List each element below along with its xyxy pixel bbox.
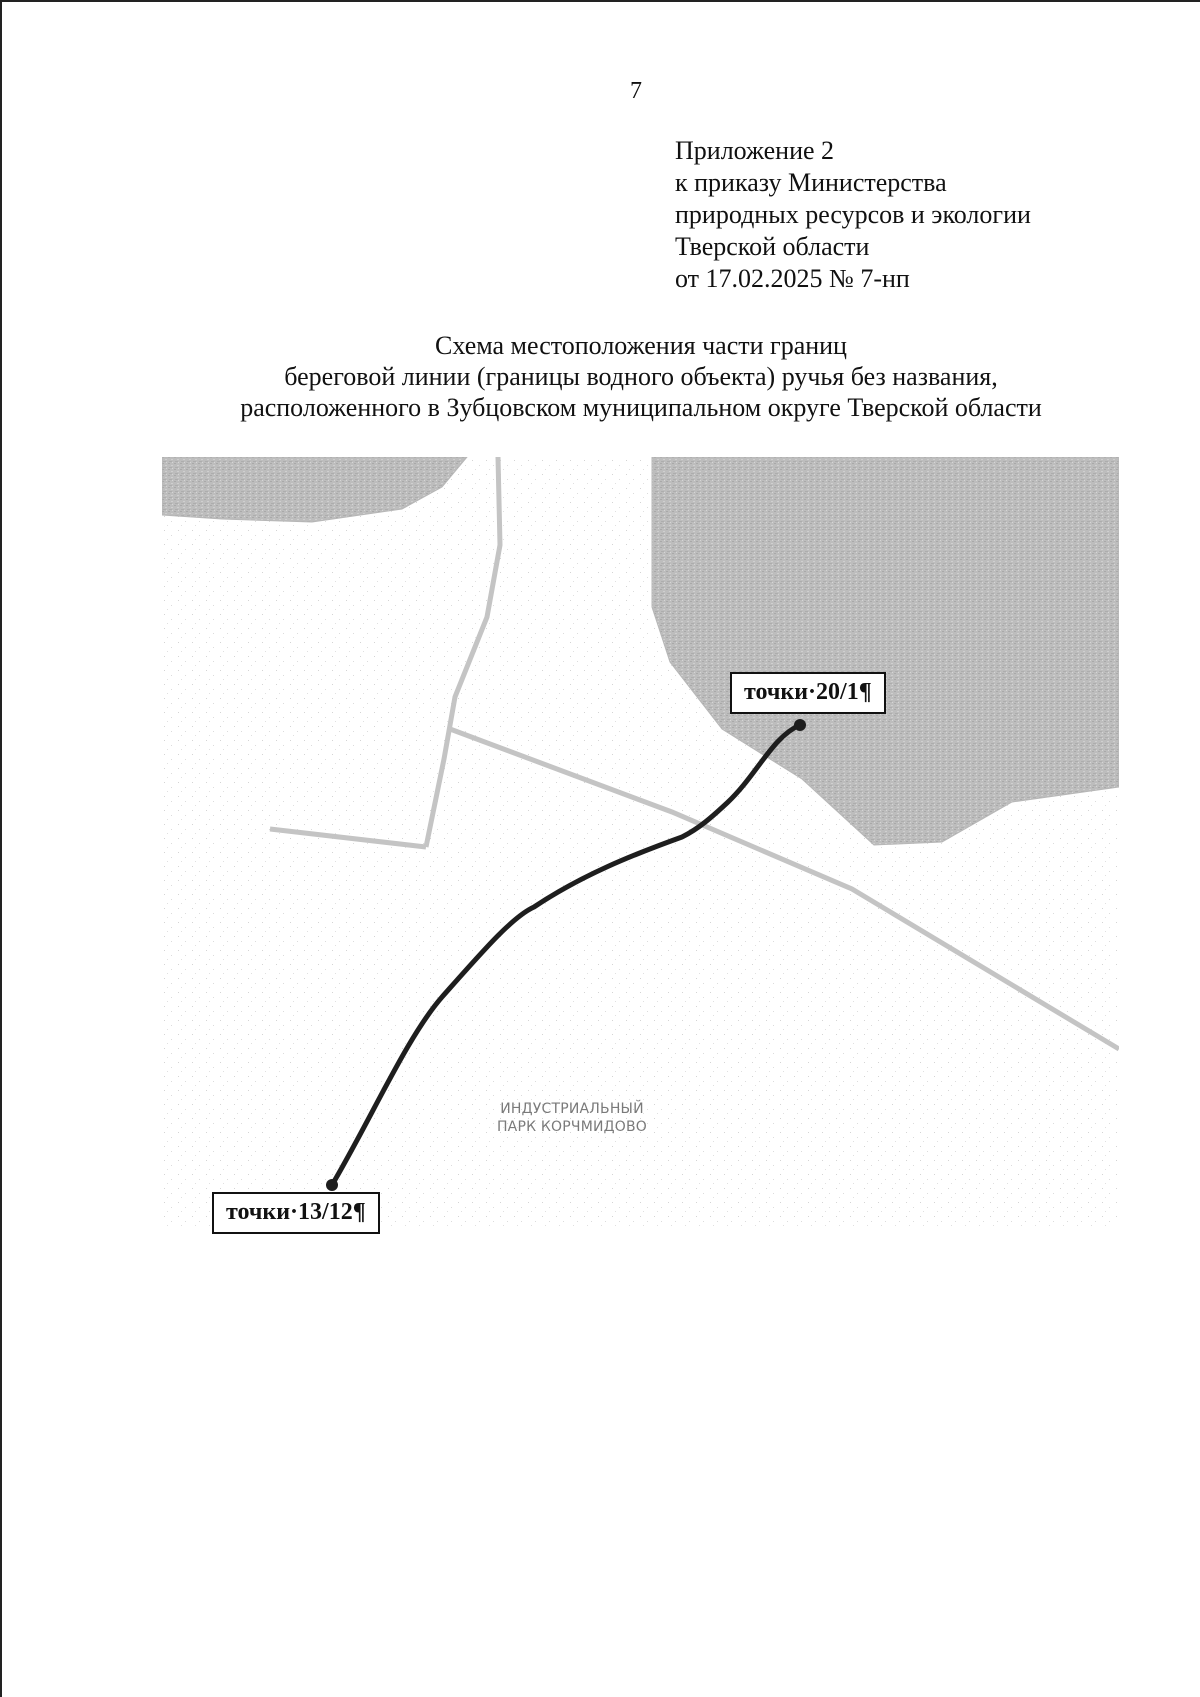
point-marker-20-1: [794, 719, 806, 731]
title-line: Схема местоположения части границ: [435, 331, 847, 360]
scheme-title: [102, 330, 1180, 423]
appendix-line: природных ресурсов и экологии: [675, 200, 1031, 229]
appendix-line: Приложение 2: [675, 136, 835, 165]
appendix-line: к приказу Министерства: [675, 168, 947, 197]
point-marker-13-12: [326, 1179, 338, 1191]
place-label-line: ПАРК КОРЧМИДОВО: [496, 1119, 648, 1135]
title-line: расположенного в Зубцовском муниципальном округе Тверской области: [240, 393, 1042, 422]
scheme-map: [162, 457, 1119, 1227]
title-line: береговой линии (границы водного объекта) ручья без названия,: [284, 362, 998, 391]
page-number: 7: [630, 78, 642, 104]
place-label-line: ИНДУСТРИАЛЬНЫЙ: [500, 1101, 644, 1117]
place-label-industrial-park: [462, 1100, 682, 1136]
appendix-header: [675, 135, 1031, 295]
point-label-20-1: точки·20/1¶: [730, 672, 886, 714]
point-label-13-12: точки·13/12¶: [212, 1192, 380, 1234]
appendix-line: от 17.02.2025 № 7-нп: [675, 264, 910, 293]
appendix-line: Тверской области: [675, 232, 870, 261]
